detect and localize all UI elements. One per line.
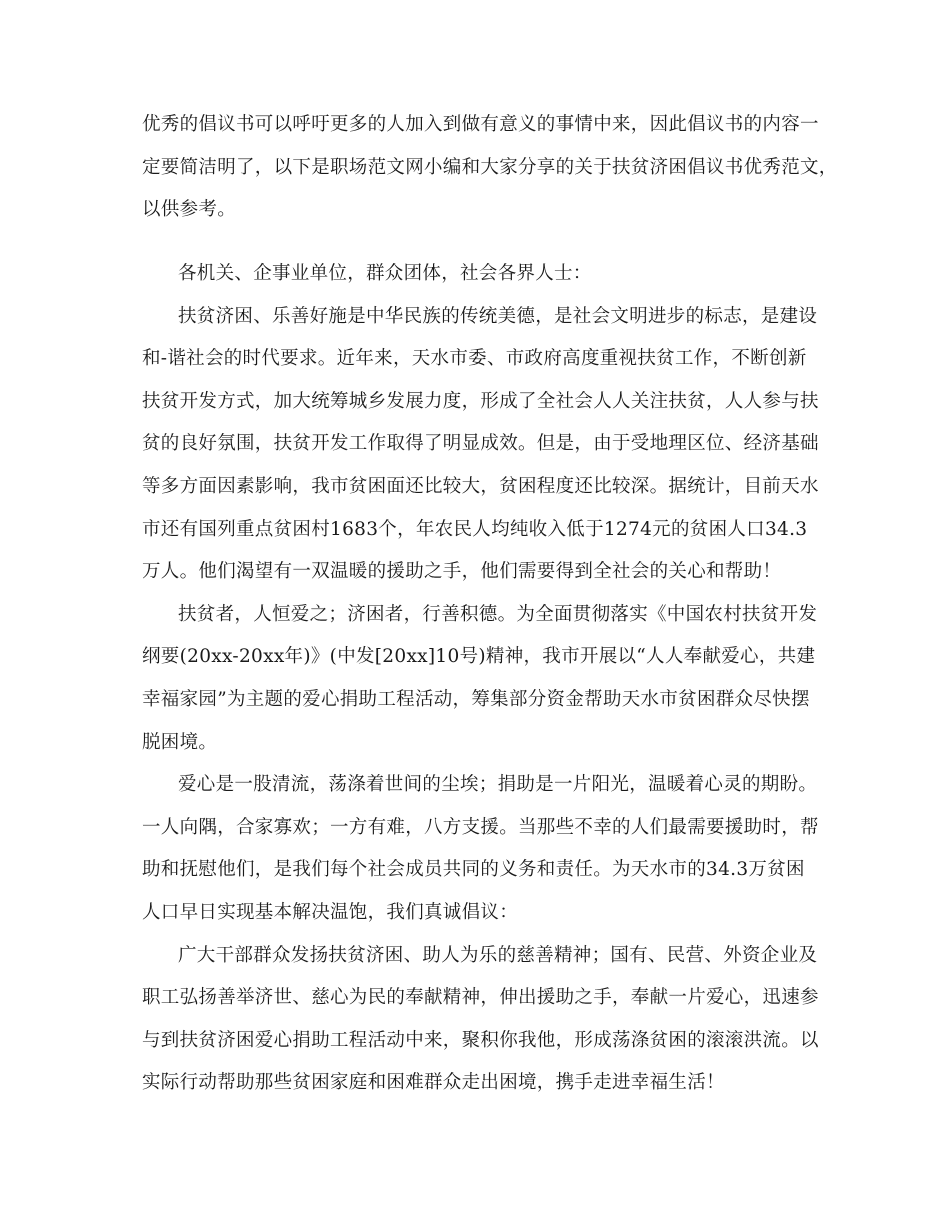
- paragraph-line: 市还有国列重点贫困村1683个，年农民人均纯收入低于1274元的贫困人口34.3: [142, 518, 808, 540]
- paragraph-line: 扶贫开发方式，加大统筹城乡发展力度，形成了全社会人人关注扶贫，人人参与扶: [142, 390, 819, 412]
- paragraph-line: 广大干部群众发扬扶贫济困、助人为乐的慈善精神；国有、民营、外资企业及: [178, 944, 818, 966]
- paragraph-line: 实际行动帮助那些贫困家庭和困难群众走出困境，携手走进幸福生活！: [142, 1072, 725, 1094]
- paragraph-line: 幸福家园”为主题的爱心捐助工程活动，筹集部分资金帮助天水市贫困群众尽快摆: [142, 688, 810, 710]
- intro-line: 优秀的倡议书可以呼吁更多的人加入到做有意义的事情中来，因此倡议书的内容一: [142, 114, 819, 135]
- paragraph-4: [142, 935, 819, 1105]
- paragraph-line: 等多方面因素影响，我市贫困面还比较大，贫困程度还比较深。据统计，目前天水: [142, 475, 819, 497]
- paragraph-3: [142, 764, 819, 934]
- paragraph-line: 与到扶贫济困爱心捐助工程活动中来，聚积你我他，形成荡涤贫困的滚滚洪流。以: [142, 1029, 819, 1051]
- paragraph-line: 职工弘扬善举济世、慈心为民的奉献精神，伸出援助之手，奉献一片爱心，迅速参: [142, 987, 819, 1009]
- letter-body: [142, 253, 819, 1105]
- paragraph-line: 扶贫者，人恒爱之；济困者，行善积德。为全面贯彻落实《中国农村扶贫开发: [178, 603, 818, 625]
- paragraph-line: 脱困境。: [142, 731, 218, 753]
- paragraph-line: 扶贫济困、乐善好施是中华民族的传统美德，是社会文明进步的标志，是建设: [178, 305, 818, 327]
- salutation: 各机关、企事业单位，群众团体，社会各界人士：: [178, 263, 592, 284]
- intro-line: 以供参考。: [142, 199, 237, 221]
- paragraph-2: [142, 594, 818, 764]
- paragraph-line: 一人向隅，合家寡欢；一方有难，八方支援。当那些不幸的人们最需要援助时，帮: [142, 816, 819, 838]
- paragraph-line: 爱心是一股清流，荡涤着世间的尘埃；捐助是一片阳光，温暖着心灵的期盼。: [178, 774, 818, 796]
- paragraph-line: 贫的良好氛围，扶贫开发工作取得了明显成效。但是，由于受地理区位、经济基础: [142, 433, 819, 455]
- paragraph-line: 助和抚慰他们，是我们每个社会成员共同的义务和责任。为天水市的34.3万贫困: [142, 859, 805, 881]
- intro-paragraph: [142, 104, 838, 232]
- paragraph-line: 纲要(20xx-20xx年)》(中发[20xx]10号)精神，我市开展以“人人奉献爱心，共建: [142, 646, 816, 668]
- paragraph-line: 和-谐社会的时代要求。近年来，天水市委、市政府高度重视扶贫工作，不断创新: [142, 348, 807, 370]
- paragraph-line: 万人。他们渴望有一双温暖的援助之手，他们需要得到全社会的关心和帮助！: [142, 561, 782, 583]
- paragraph-line: 人口早日实现基本解决温饱，我们真诚倡议：: [142, 901, 519, 923]
- paragraph-1: [142, 296, 819, 594]
- intro-line: 定要简洁明了，以下是职场范文网小编和大家分享的关于扶贫济困倡议书优秀范文，: [142, 156, 838, 178]
